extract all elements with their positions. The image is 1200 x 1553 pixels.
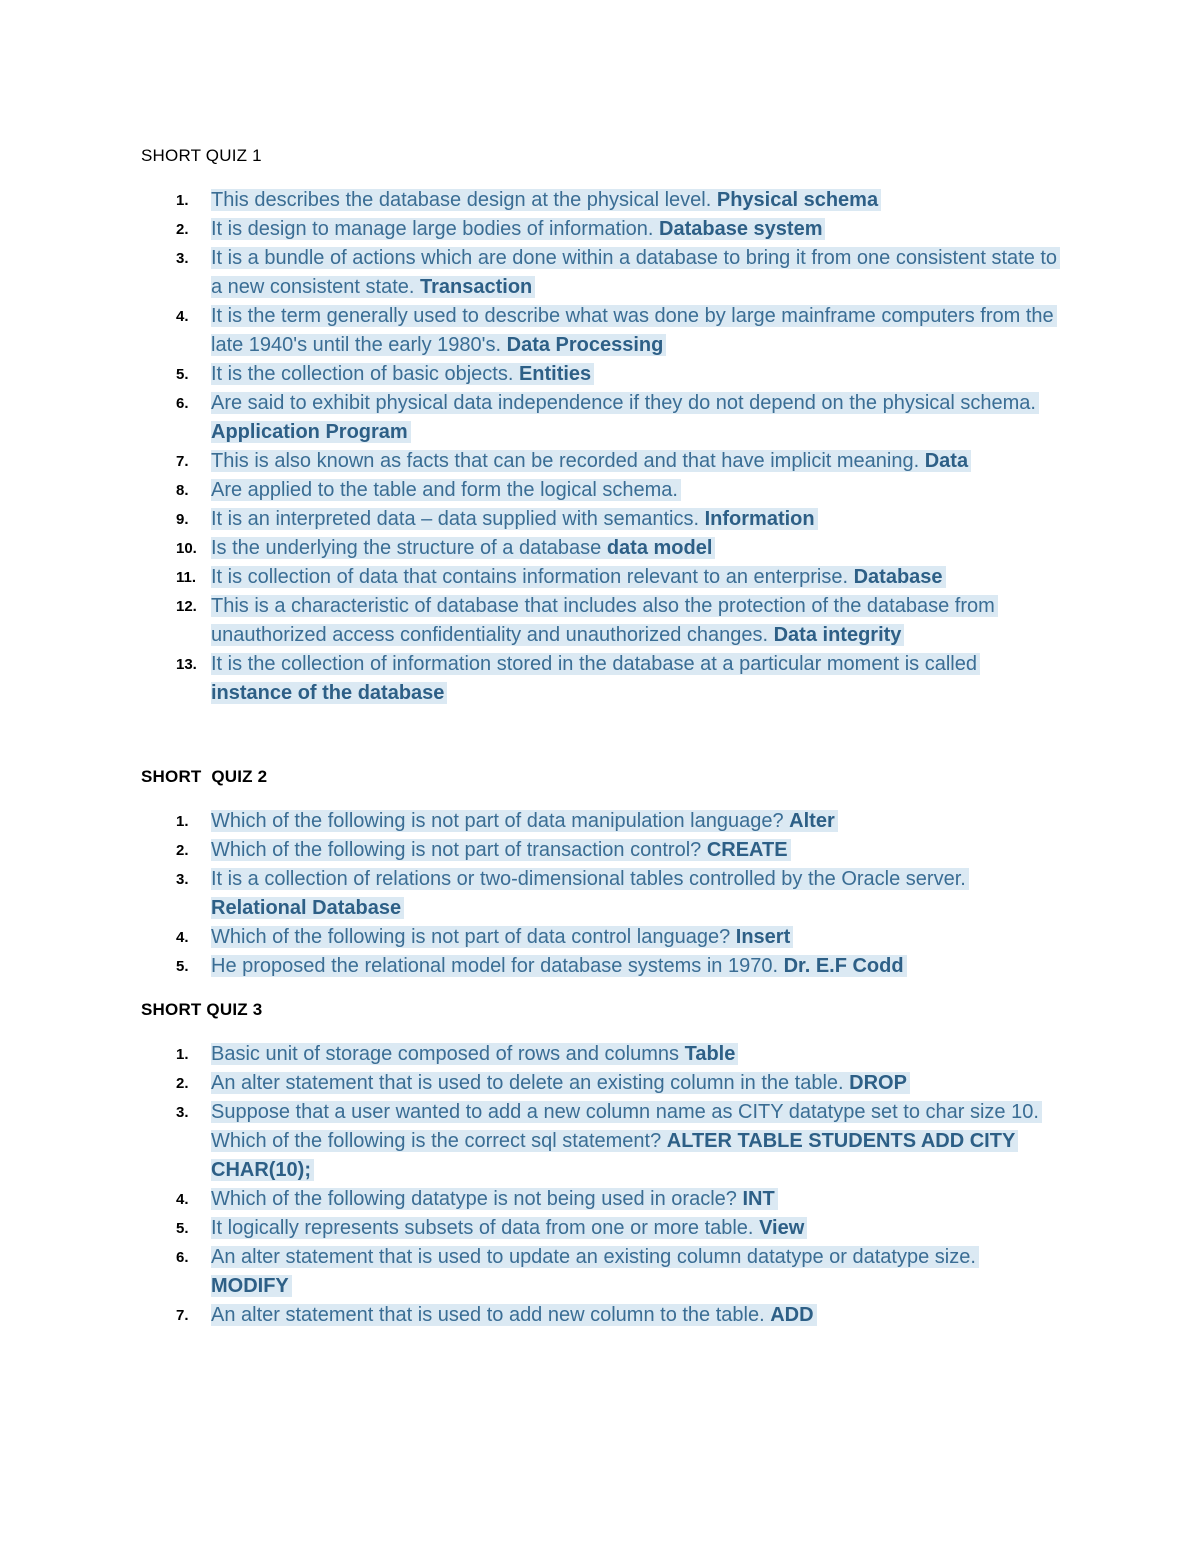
answer-text: DROP <box>849 1072 907 1094</box>
question-item <box>0 534 1200 563</box>
answer-text: Information <box>704 508 815 530</box>
question-number: 11. <box>176 569 197 586</box>
answer-text: Relational Database <box>211 897 402 919</box>
question-item <box>0 923 1200 952</box>
question-text: Which of the following is not part of data manipulation language? <box>211 810 784 832</box>
question-number: 2. <box>176 842 189 859</box>
question-number: 3. <box>176 871 189 888</box>
question-text: This describes the database design at the physical level. <box>211 189 712 211</box>
question-item <box>0 952 1200 981</box>
question-item <box>0 865 1200 923</box>
question-text: Suppose that a user wanted to add a new column name as CITY datatype set to char size 10. Which of the following is the correct sql statement? <box>211 1101 1039 1152</box>
question-item <box>0 1098 1200 1185</box>
question-number: 8. <box>176 482 189 499</box>
question-text: Is the underlying the structure of a database <box>211 537 602 559</box>
question-text: Basic unit of storage composed of rows and columns <box>211 1043 680 1065</box>
question-item <box>0 505 1200 534</box>
answer-text: Alter <box>789 810 835 832</box>
question-text: Are applied to the table and form the logical schema. <box>211 479 678 501</box>
answer-text: Database system <box>659 218 823 240</box>
question-number: 10. <box>176 540 197 557</box>
question-text: It is collection of data that contains information relevant to an enterprise. <box>211 566 849 588</box>
question-text: An alter statement that is used to update an existing column datatype or datatype size. <box>211 1246 976 1268</box>
question-text: It is the term generally used to describe what was done by large mainframe computers from the late 1940's until the early 1980's. <box>211 305 1054 356</box>
question-item <box>0 476 1200 505</box>
question-item <box>0 650 1200 708</box>
question-item <box>0 1214 1200 1243</box>
question-text: It is a bundle of actions which are done within a database to bring it from one consistent state to a new consistent state. <box>211 247 1058 298</box>
question-number: 4. <box>176 308 189 325</box>
question-text: Are said to exhibit physical data independence if they do not depend on the physical schema. <box>211 392 1036 414</box>
question-item <box>0 186 1200 215</box>
quiz-title: SHORT QUIZ 2 <box>141 767 268 786</box>
answer-text: Transaction <box>420 276 533 298</box>
question-number: 5. <box>176 1220 189 1237</box>
question-number: 1. <box>176 1046 189 1063</box>
answer-text: MODIFY <box>211 1275 289 1297</box>
answer-text: Data integrity <box>773 624 902 646</box>
quiz-title: SHORT QUIZ 1 <box>141 146 262 165</box>
question-text: Which of the following is not part of data control language? <box>211 926 731 948</box>
question-item <box>0 389 1200 447</box>
question-text: This is a characteristic of database that includes also the protection of the database from unauthorized access confidentiality and unauthorized changes. <box>211 595 995 646</box>
question-item <box>0 592 1200 650</box>
question-list <box>0 807 1200 981</box>
question-number: 2. <box>176 1075 189 1092</box>
question-number: 7. <box>176 1307 189 1324</box>
question-text: It is a collection of relations or two-dimensional tables controlled by the Oracle server. <box>211 868 966 890</box>
question-number: 2. <box>176 221 189 238</box>
question-item <box>0 563 1200 592</box>
answer-text: Data <box>924 450 969 472</box>
question-number: 12. <box>176 598 197 615</box>
question-item <box>0 244 1200 302</box>
question-text: It is an interpreted data – data supplied with semantics. <box>211 508 700 530</box>
answer-text: ALTER TABLE STUDENTS ADD CITY CHAR(10); <box>211 1130 1015 1181</box>
question-item <box>0 836 1200 865</box>
question-number: 5. <box>176 958 189 975</box>
question-text: An alter statement that is used to add new column to the table. <box>211 1304 765 1326</box>
question-text: Which of the following is not part of transaction control? <box>211 839 702 861</box>
question-number: 9. <box>176 511 189 528</box>
question-number: 7. <box>176 453 189 470</box>
answer-text: CREATE <box>706 839 788 861</box>
question-number: 5. <box>176 366 189 383</box>
question-number: 3. <box>176 250 189 267</box>
answer-text: ADD <box>770 1304 814 1326</box>
question-item <box>0 1040 1200 1069</box>
answer-text: Database <box>853 566 943 588</box>
question-number: 6. <box>176 395 189 412</box>
question-text: It logically represents subsets of data from one or more table. <box>211 1217 754 1239</box>
question-item <box>0 1185 1200 1214</box>
question-text: He proposed the relational model for database systems in 1970. <box>211 955 779 977</box>
question-number: 1. <box>176 813 189 830</box>
answer-text: Entities <box>518 363 592 385</box>
question-text: This is also known as facts that can be recorded and that have implicit meaning. <box>211 450 920 472</box>
question-text: It is the collection of information stored in the database at a particular moment is called <box>211 653 977 675</box>
question-number: 4. <box>176 929 189 946</box>
question-item <box>0 1301 1200 1330</box>
answer-text: Data Processing <box>506 334 664 356</box>
question-item <box>0 1243 1200 1301</box>
answer-text: data model <box>606 537 713 559</box>
question-item <box>0 360 1200 389</box>
answer-text: Insert <box>735 926 791 948</box>
question-item <box>0 807 1200 836</box>
question-text: Which of the following datatype is not being used in oracle? <box>211 1188 737 1210</box>
question-number: 4. <box>176 1191 189 1208</box>
question-item <box>0 215 1200 244</box>
answer-text: Physical schema <box>716 189 879 211</box>
question-number: 13. <box>176 656 197 673</box>
question-text: An alter statement that is used to delete an existing column in the table. <box>211 1072 844 1094</box>
question-text: It is design to manage large bodies of information. <box>211 218 654 240</box>
answer-text: instance of the database <box>211 682 445 704</box>
question-item <box>0 302 1200 360</box>
question-list <box>0 186 1200 708</box>
quiz-title: SHORT QUIZ 3 <box>141 1000 263 1019</box>
question-number: 1. <box>176 192 189 209</box>
question-text: It is the collection of basic objects. <box>211 363 514 385</box>
answer-text: Table <box>684 1043 736 1065</box>
answer-text: Dr. E.F Codd <box>783 955 904 977</box>
question-item <box>0 447 1200 476</box>
question-number: 6. <box>176 1249 189 1266</box>
question-item <box>0 1069 1200 1098</box>
answer-text: INT <box>742 1188 775 1210</box>
answer-text: Application Program <box>211 421 408 443</box>
question-list <box>0 1040 1200 1330</box>
answer-text: View <box>759 1217 805 1239</box>
question-number: 3. <box>176 1104 189 1121</box>
